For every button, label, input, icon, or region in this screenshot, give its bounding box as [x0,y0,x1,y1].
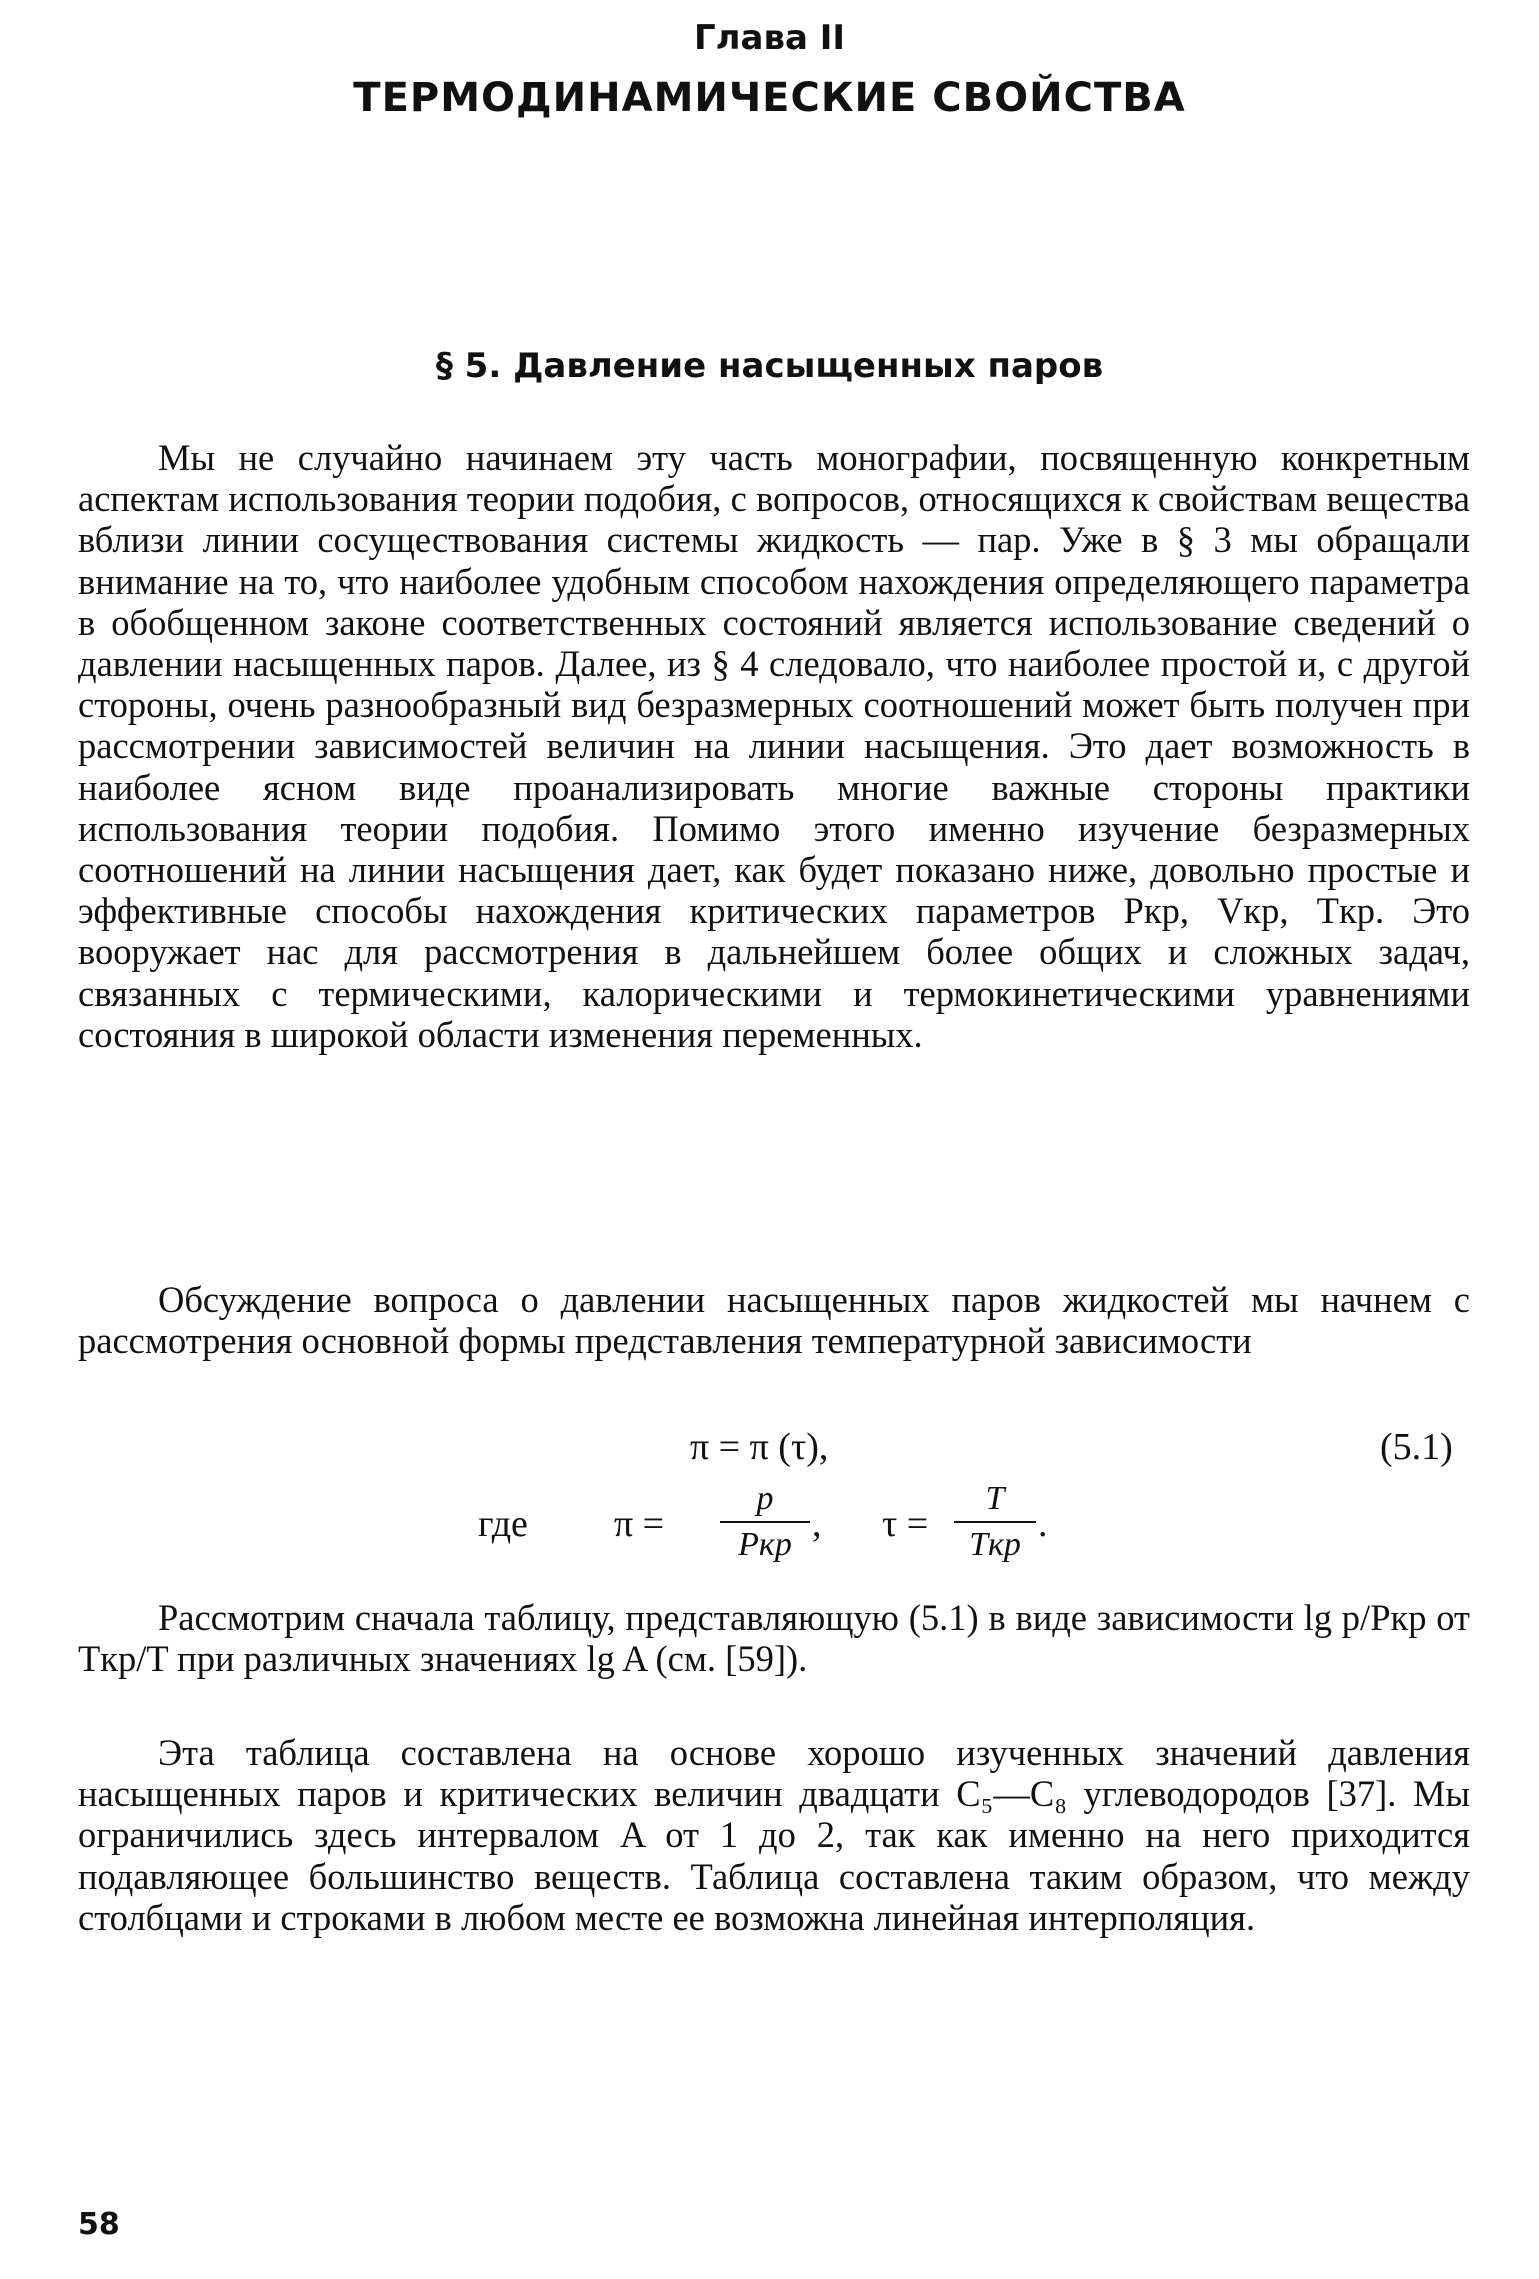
equation-comma: , [812,1503,822,1545]
equation-end-dot: . [1038,1503,1048,1545]
pi-denominator: Pкр [738,1526,792,1563]
paragraph-discussion: Обсуждение вопроса о давлении насыщенных паров жидкостей мы начнем с рассмотрения основной формы представления температурной зависимости [78,1279,1470,1362]
pi-fraction [720,1477,810,1567]
chapter-label: Глава II [693,18,846,58]
tau-denominator: Tкр [969,1526,1021,1563]
section-title: § 5. Давление насыщенных паров [435,346,1104,386]
tau-numerator: T [954,1477,1036,1523]
pi-numerator: p [720,1477,810,1523]
tau-definition-lhs: τ = [882,1503,929,1545]
tau-fraction [954,1477,1036,1567]
page-number: 58 [78,2207,120,2242]
paragraph-table-description: Эта таблица составлена на основе хорошо изученных значений давления насыщенных паров и критических величин двадцати C₅—C₈ углеводородов [37]. Мы ограничились здесь интервалом A от 1 до 2, так как именно на него приходится подавляющее большинство веществ. Таблица составлена таким образом, что между столбцами и строками в любом месте ее возможна линейная интерполяция. [78,1732,1470,1938]
paragraph-intro: Мы не случайно начинаем эту часть монографии, посвященную конкретным аспектам использования теории подобия, с вопросов, относящихся к свойствам вещества вблизи линии сосуществования системы жидкость — пар. Уже в § 3 мы обращали внимание на то, что наиболее удобным способом нахождения определяющего параметра в обобщенном законе соответственных состояний является использование сведений о давлении насыщенных паров. Далее, из § 4 следовало, что наиболее простой и, с другой стороны, очень разнообразный вид безразмерных соотношений может быть получен при рассмотрении зависимостей величин на линии насыщения. Это дает возможность в наиболее ясном виде проанализировать многие важные стороны практики использования теории подобия. Помимо этого именно изучение безразмерных соотношений на линии насыщения дает, как будет показано ниже, довольно простые и эффективные способы нахождения критических параметров Pкр, Vкр, Tкр. Это вооружает нас для рассмотрения в дальнейшем более общих и сложных задач, связанных с термическими, калорическими и термокинетическими уравнениями состояния в широкой области изменения переменных. [78,437,1470,1055]
equation-number: (5.1) [1380,1426,1453,1468]
paragraph-table-intro: Рассмотрим сначала таблицу, представляющую (5.1) в виде зависимости lg p/Pкр от Tкр/T при различных значениях lg A (см. [59]). [78,1597,1470,1680]
equation-main: π = π (τ), [690,1426,829,1468]
where-word: где [478,1503,528,1545]
pi-definition-lhs: π = [614,1503,665,1545]
chapter-title: ТЕРМОДИНАМИЧЕСКИЕ СВОЙСТВА [353,75,1186,121]
